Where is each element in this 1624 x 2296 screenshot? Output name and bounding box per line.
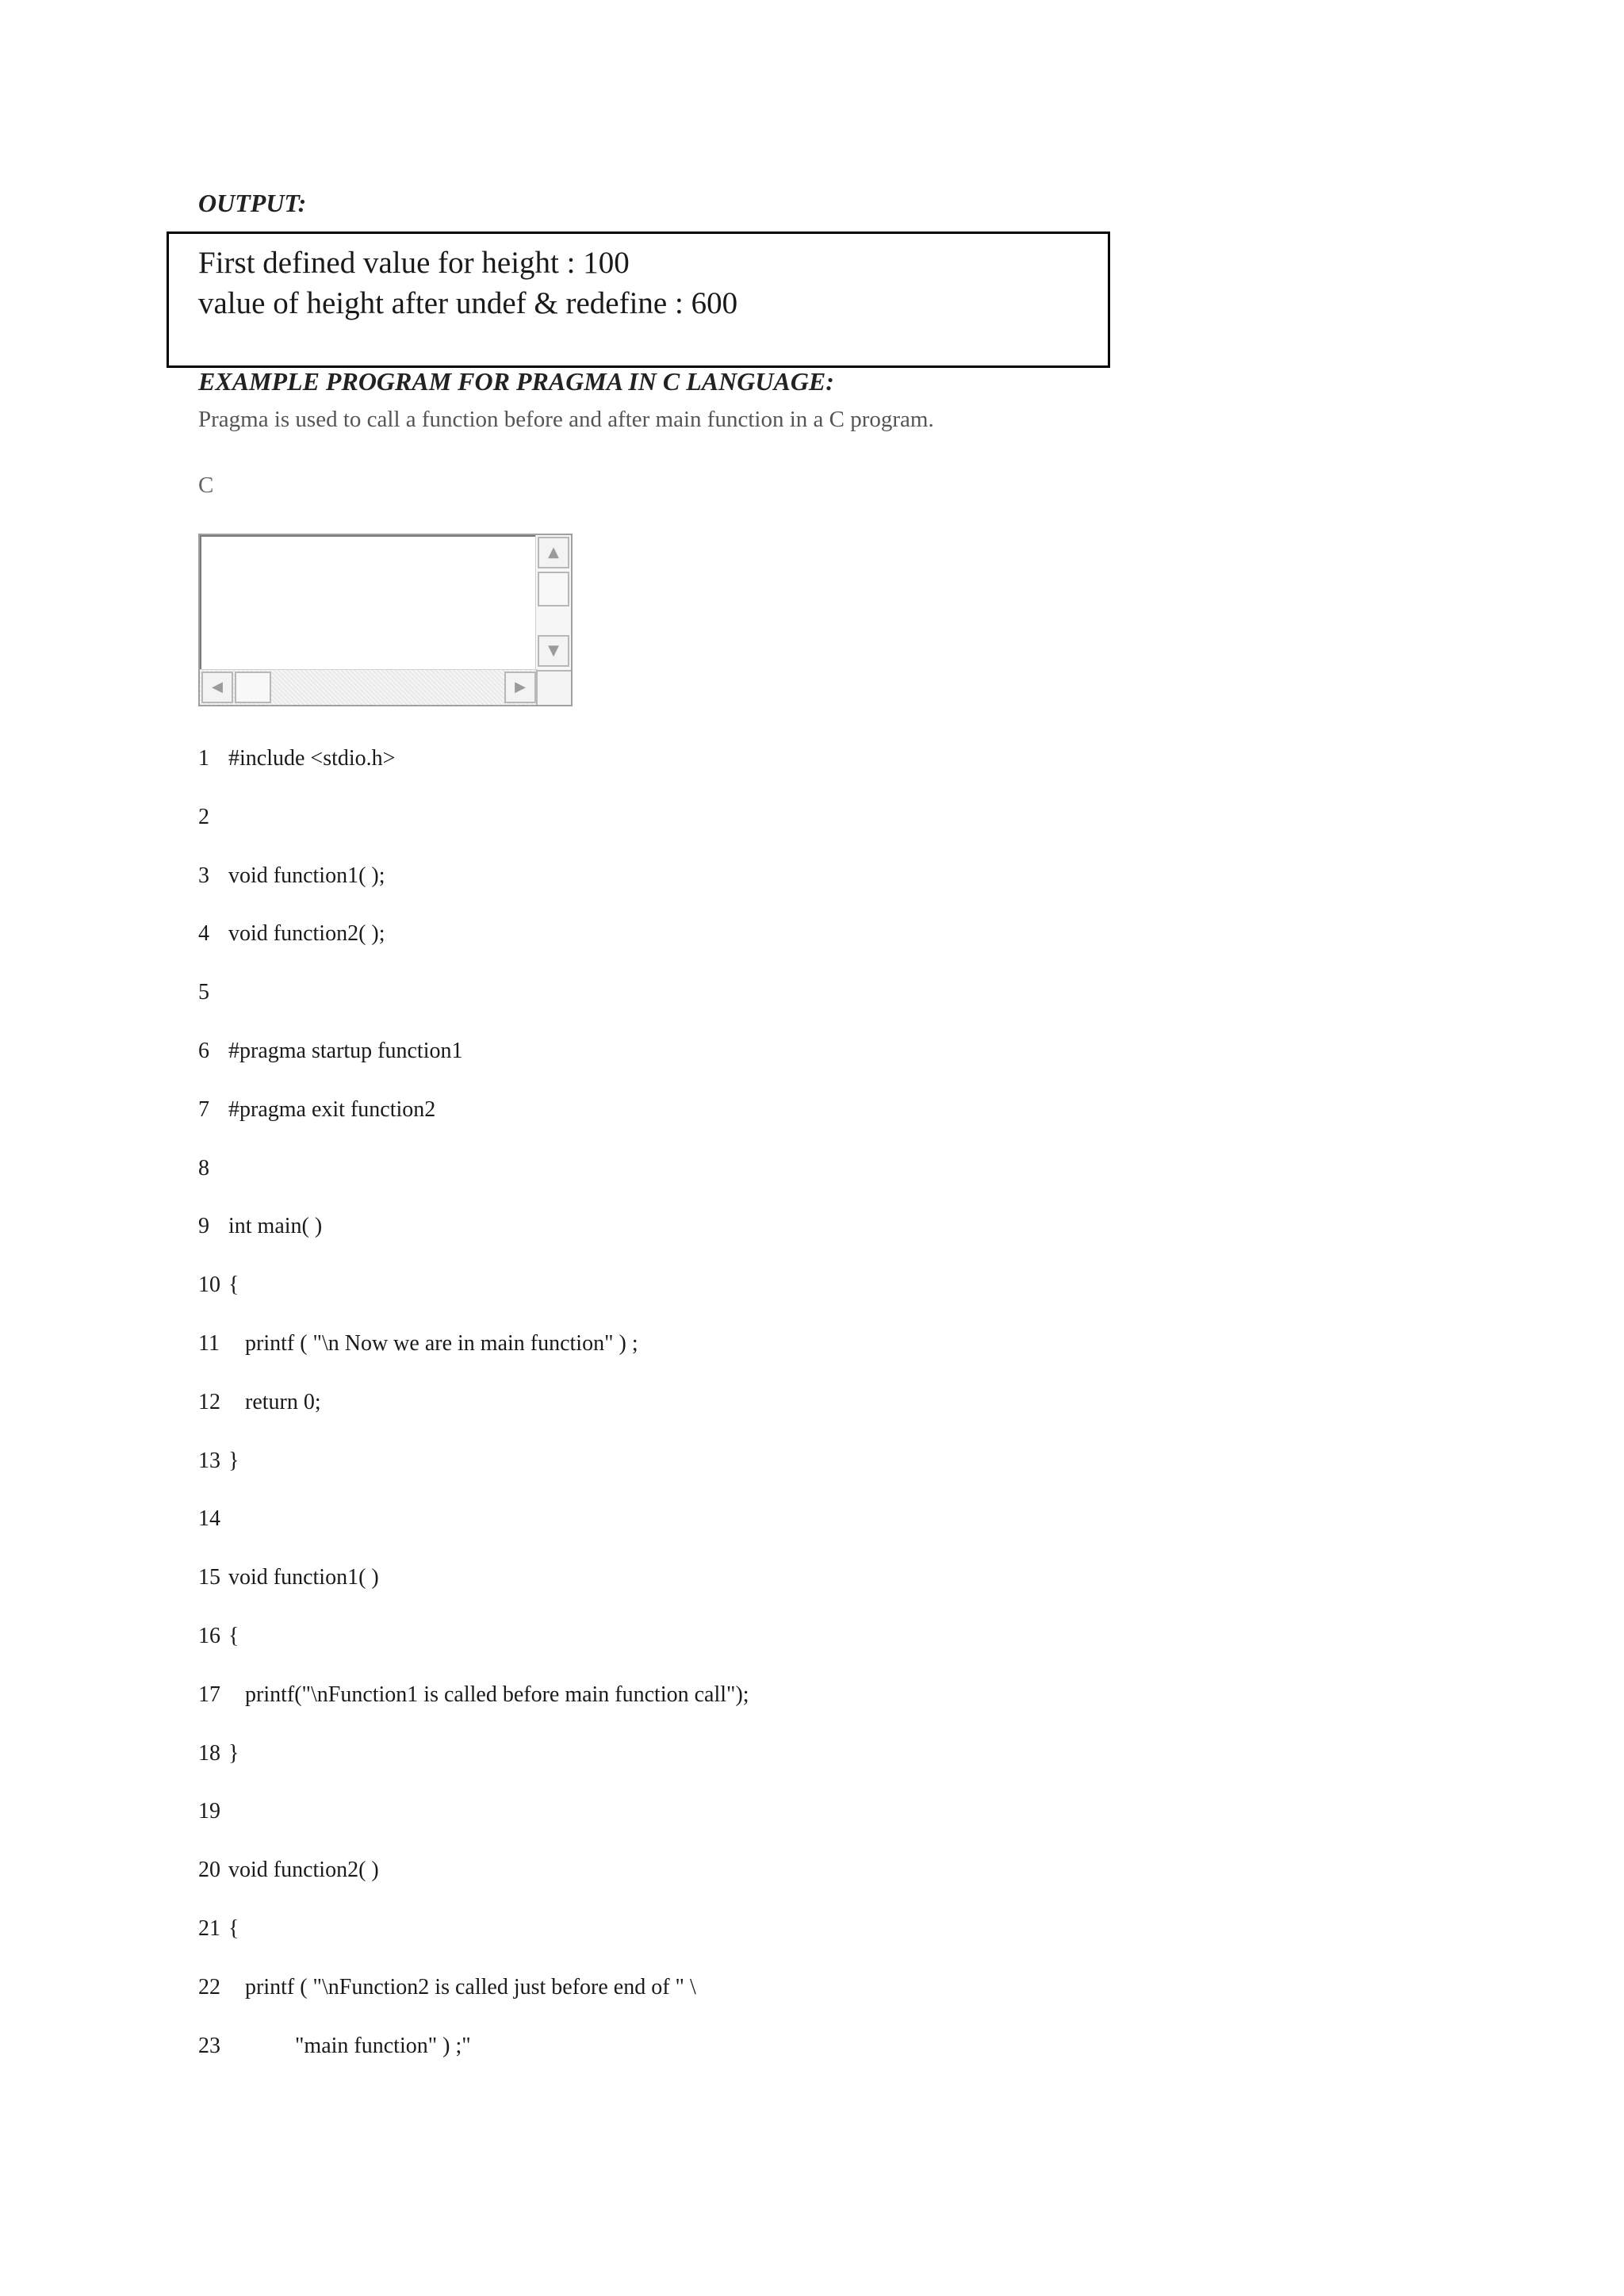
line-number: 8 — [198, 1156, 209, 1181]
line-number: 6 — [198, 1039, 209, 1063]
line-number: 14 — [198, 1506, 220, 1531]
vertical-scrollbar[interactable] — [535, 535, 571, 670]
code-line — [198, 1040, 462, 1066]
code-text: void function1( ) — [228, 1565, 379, 1590]
code-text: void function2( ) — [228, 1858, 379, 1882]
line-number: 19 — [198, 1799, 220, 1823]
line-number: 9 — [198, 1214, 209, 1238]
code-line — [198, 1158, 228, 1183]
code-line — [198, 1391, 321, 1417]
example-heading: EXAMPLE PROGRAM FOR PRAGMA IN C LANGUAGE: — [198, 367, 834, 396]
line-number: 15 — [198, 1565, 220, 1590]
vertical-scroll-thumb[interactable] — [538, 572, 569, 607]
code-text: } — [228, 1448, 239, 1473]
code-line — [198, 865, 385, 890]
code-line — [198, 1800, 228, 1826]
line-number: 2 — [198, 805, 209, 829]
code-text: void function2( ); — [228, 921, 385, 946]
code-text: printf ( "\nFunction2 is called just before end of " \ — [228, 1975, 696, 1999]
line-number: 4 — [198, 921, 209, 946]
horizontal-scroll-thumb[interactable] — [235, 672, 271, 703]
scrollbar-corner — [536, 670, 571, 705]
line-number: 20 — [198, 1858, 220, 1882]
line-number: 10 — [198, 1272, 220, 1297]
code-text: int main( ) — [228, 1214, 323, 1238]
output-heading: OUTPUT: — [198, 189, 307, 217]
code-line — [198, 982, 228, 1007]
code-line — [198, 1743, 239, 1768]
line-number: 12 — [198, 1390, 220, 1414]
line-number: 13 — [198, 1448, 220, 1473]
code-viewer[interactable] — [198, 534, 573, 706]
code-line — [198, 1976, 696, 2002]
line-number: 11 — [198, 1331, 220, 1356]
code-text: #pragma startup function1 — [228, 1039, 463, 1063]
line-number: 3 — [198, 863, 209, 888]
code-line — [198, 1333, 638, 1358]
code-text: #pragma exit function2 — [228, 1097, 436, 1122]
code-text: { — [228, 1624, 239, 1648]
language-label: C — [198, 473, 214, 498]
code-line — [198, 1567, 379, 1592]
code-line — [198, 1099, 435, 1124]
output-line: First defined value for height : 100 — [198, 246, 630, 280]
code-text: printf("\nFunction1 is called before main function call"); — [228, 1682, 749, 1707]
code-line — [198, 1215, 322, 1241]
code-text: printf ( "\n Now we are in main function" ) ; — [228, 1331, 638, 1356]
code-text: } — [228, 1741, 239, 1766]
code-line — [198, 806, 228, 832]
scroll-left-arrow-icon[interactable]: ◀ — [201, 672, 233, 703]
example-description: Pragma is used to call a function before and after main function in a C program. — [198, 407, 934, 432]
line-number: 17 — [198, 1682, 220, 1707]
code-text: void function1( ); — [228, 863, 385, 888]
code-line — [198, 1450, 239, 1475]
code-line — [198, 2035, 471, 2061]
line-number: 7 — [198, 1097, 209, 1122]
line-number: 1 — [198, 746, 209, 771]
horizontal-scrollbar[interactable] — [200, 669, 538, 705]
output-line: value of height after undef & redefine : 600 — [198, 286, 738, 320]
code-line — [198, 1859, 379, 1885]
code-line — [198, 1684, 749, 1709]
line-number: 18 — [198, 1741, 220, 1766]
scroll-up-arrow-icon[interactable]: ▲ — [538, 537, 569, 568]
code-text: { — [228, 1916, 239, 1941]
code-line — [198, 1274, 239, 1299]
code-text: "main function" ) ;" — [228, 2034, 471, 2058]
line-number: 23 — [198, 2034, 220, 2058]
scroll-down-arrow-icon[interactable]: ▼ — [538, 635, 569, 667]
scroll-right-arrow-icon[interactable]: ▶ — [504, 672, 536, 703]
line-number: 21 — [198, 1916, 220, 1941]
code-text: #include <stdio.h> — [228, 746, 396, 771]
code-text: { — [228, 1272, 239, 1297]
line-number: 22 — [198, 1975, 220, 1999]
line-number: 5 — [198, 980, 209, 1004]
code-line — [198, 1918, 239, 1943]
code-line — [198, 1625, 239, 1651]
code-line — [198, 1508, 228, 1533]
line-number: 16 — [198, 1624, 220, 1648]
code-line — [198, 923, 385, 948]
code-text: return 0; — [228, 1390, 321, 1414]
code-line — [198, 748, 395, 773]
